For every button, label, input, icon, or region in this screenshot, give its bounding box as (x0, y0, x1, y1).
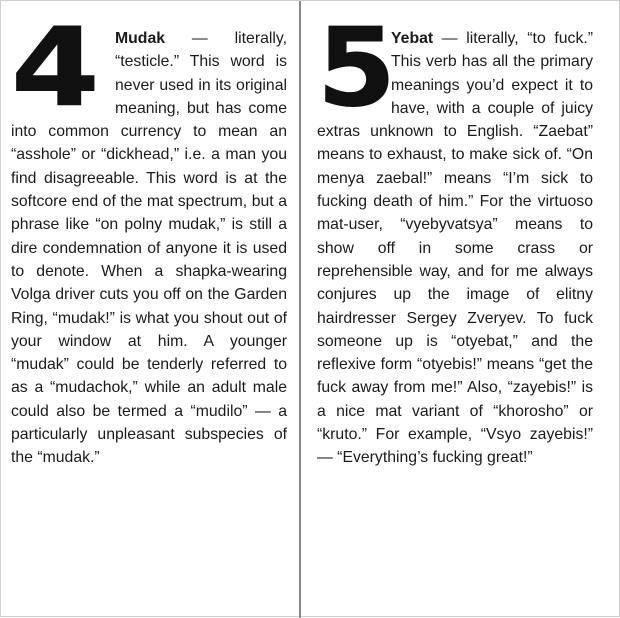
entry-body-mudak: — literally, “testicle.” This word is never used in its original meaning, but has come into common currency to mean an “asshole” or “dickhead,” i.e. a man you find disagreeable. This word is at the softcore end of the mat spectrum, but a phrase like “on polny mudak,” is still a dire condemnation of anyone it is used to denote. When a shapka-wearing Volga driver cuts you off on the Garden Ring, “mudak!” is what you shout out of your window at him. A younger “mudak” could be tenderly referred to as a “mudachok,” while an adult male could also be termed a “mudilo” — a particularly unpleasant subspecies of the “mudak.” (11, 30, 287, 467)
entry-term-mudak: Mudak (115, 30, 166, 47)
column-divider (299, 1, 301, 618)
entry-mudak (11, 6, 287, 470)
entry-yebat (317, 6, 593, 470)
entry-term-yebat: Yebat (391, 30, 434, 47)
entry-number-5: 5 (317, 6, 394, 131)
entry-number-4: 4 (11, 6, 98, 131)
entry-body-yebat: — literally, “to fuck.” This verb has all the primary meanings you’d expect it to have, with a couple of juicy extras unknown to English. “Zaebat” means to exhaust, to make sick of. “On menya zaebal!” means “I’m sick to fucking death of him.” For the virtuoso mat-user, “vyebyvatsya” means to show off in some crass or reprehensible way, and for me always conjures up the image of elitny hairdresser Sergey Zveryev. To fuck someone up is “otyebat,” and the reflexive form “otyebis!” means “get the fuck away from me!” Also, “zayebis!” is a nice mat variant of “khorosho” or “kruto.” For example, “Vsyo zayebis!” — “Everything’s fucking great!” (317, 30, 593, 467)
